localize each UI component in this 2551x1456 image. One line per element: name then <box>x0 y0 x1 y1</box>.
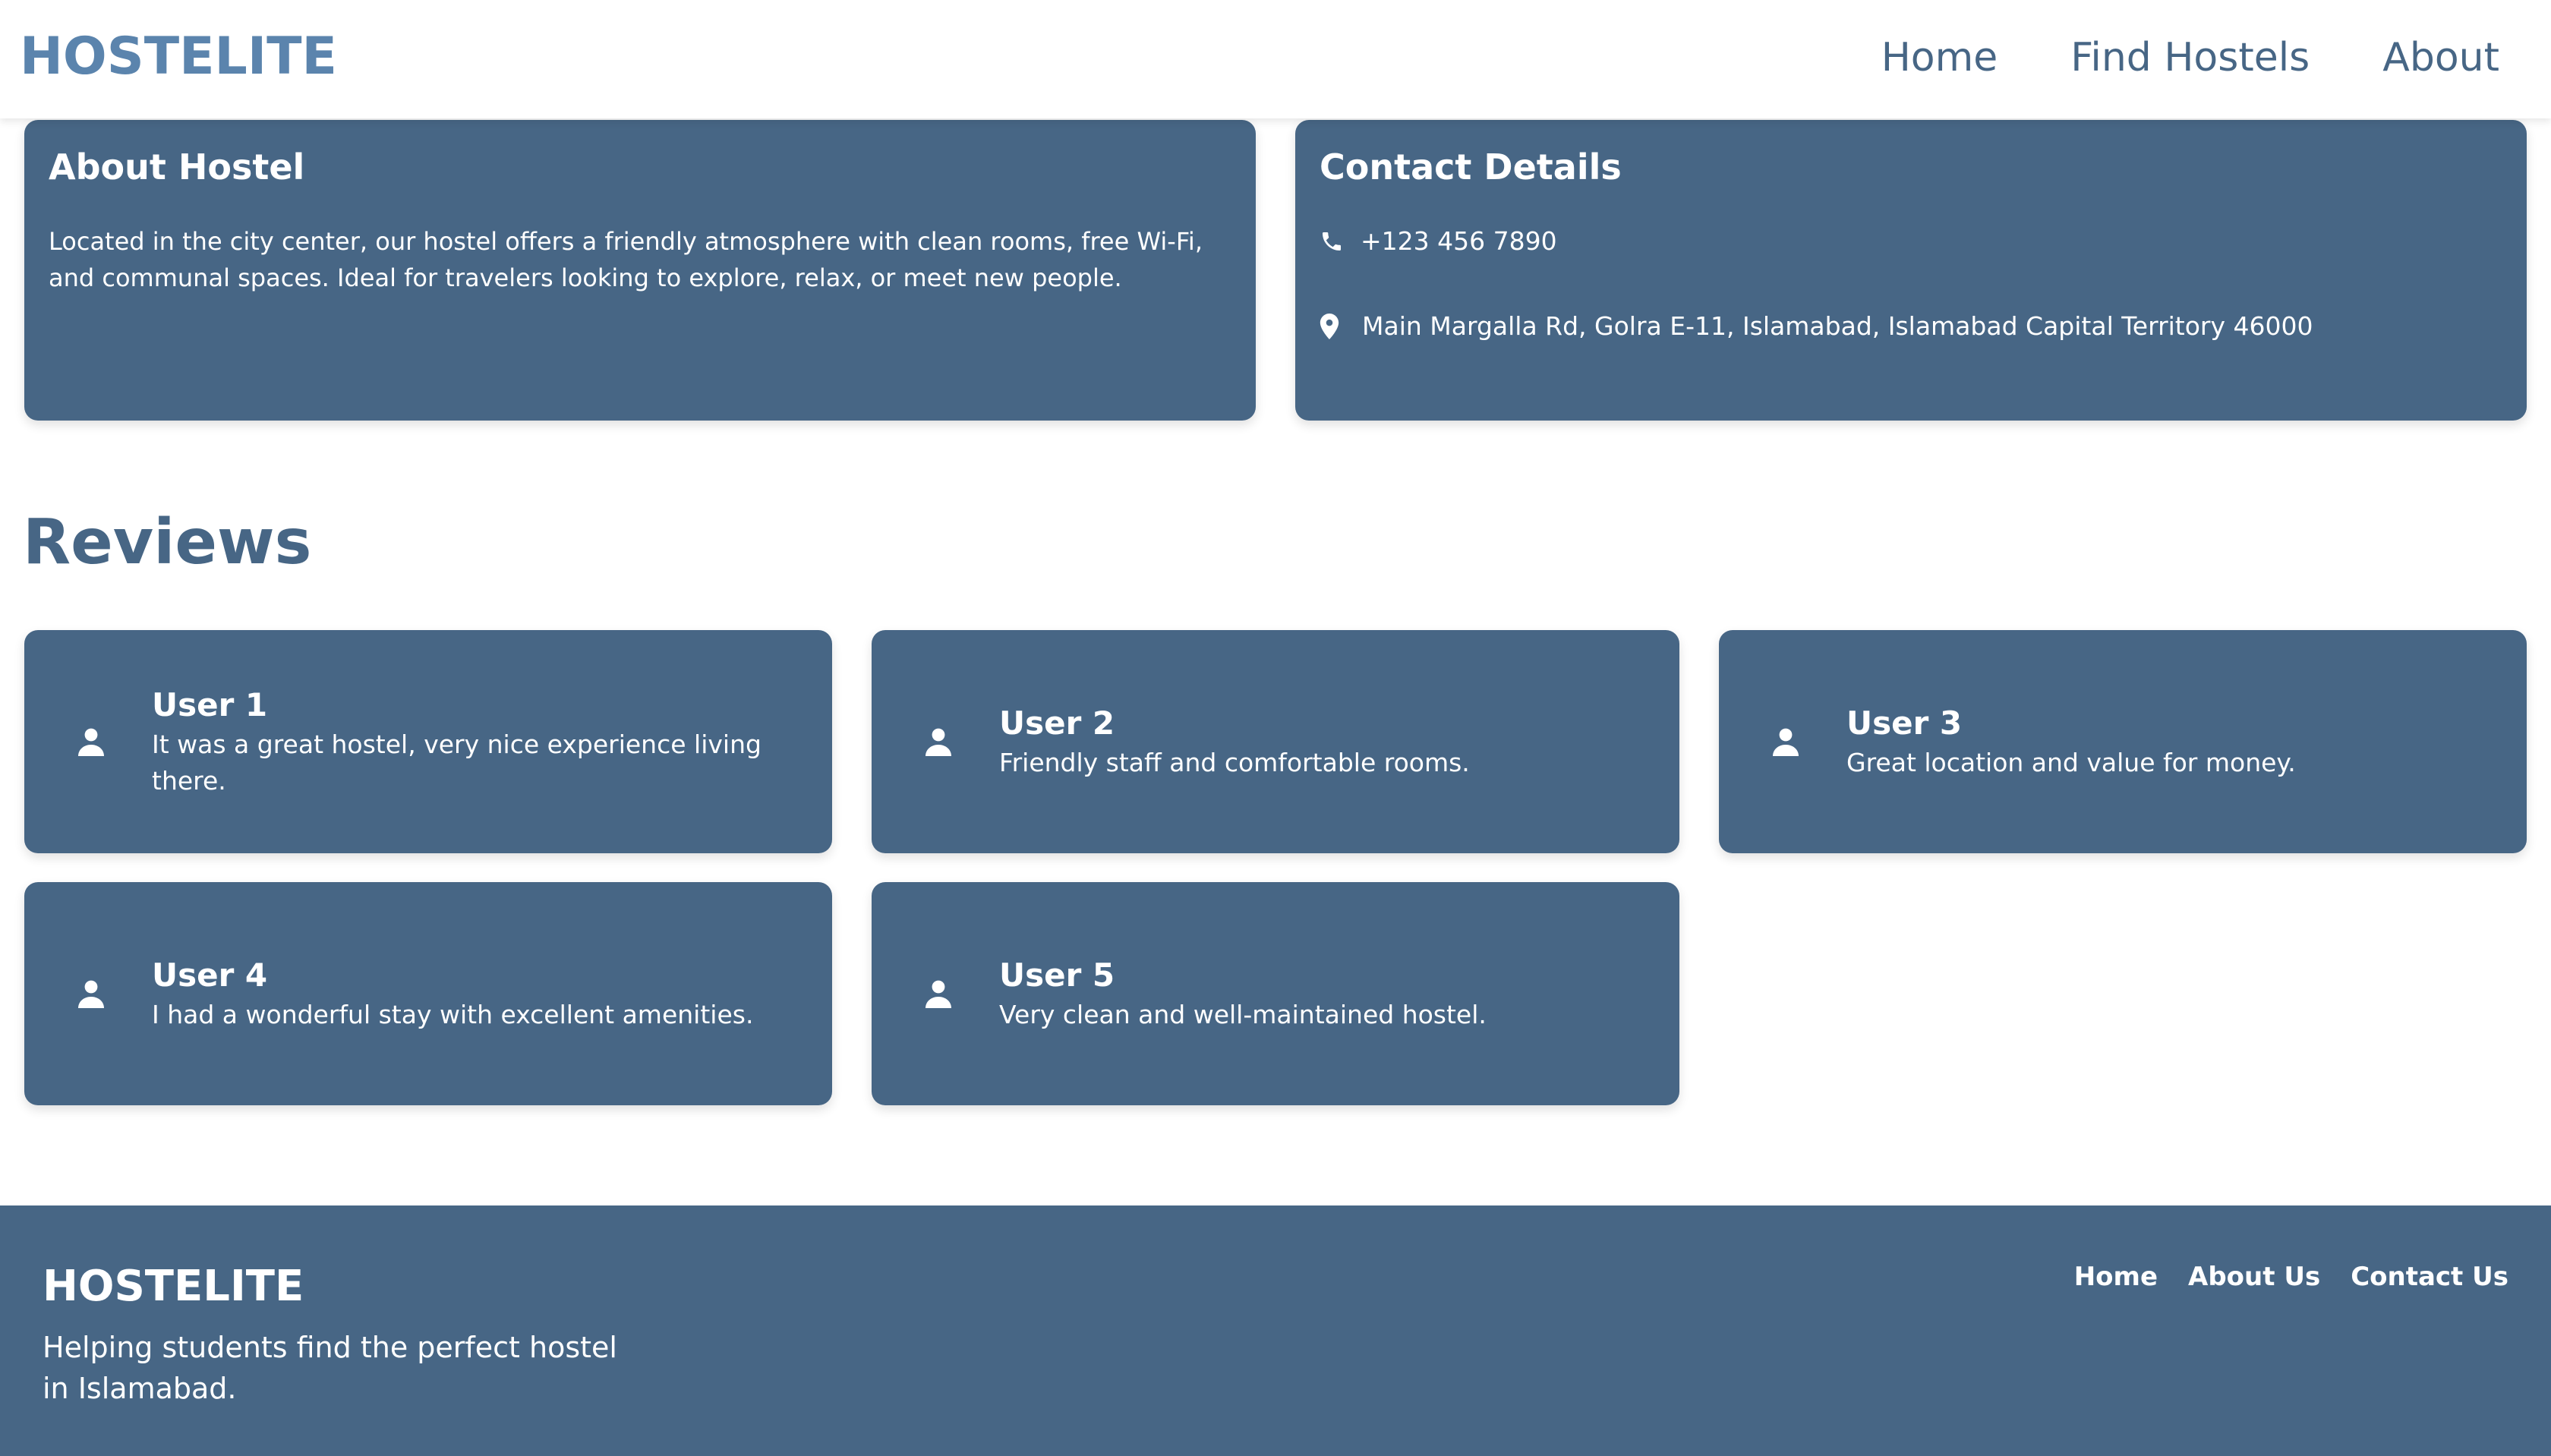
footer-about-us-link[interactable]: About Us <box>2188 1262 2321 1292</box>
nav-home-link[interactable]: Home <box>1881 35 1998 80</box>
contact-phone-row <box>1320 223 1557 260</box>
contact-details-card <box>1295 120 2527 421</box>
user-icon <box>76 979 106 1009</box>
review-card <box>24 882 832 1105</box>
footer-contact-us-link[interactable]: Contact Us <box>2351 1262 2508 1292</box>
site-footer <box>0 1205 2551 1456</box>
review-card <box>872 882 1679 1105</box>
review-text: I had a wonderful stay with excellent amenities. <box>152 1000 754 1029</box>
about-hostel-text: Located in the city center, our hostel offers a friendly atmosphere with clean rooms, free Wi-Fi, and communal spaces. Ideal for travelers looking to explore, relax, or meet new people. <box>49 227 1203 292</box>
contact-phone-text: +123 456 7890 <box>1361 226 1557 256</box>
main-nav <box>1881 27 2499 88</box>
nav-find-hostels-link[interactable]: Find Hostels <box>2070 35 2310 80</box>
review-user-name: User 1 <box>152 686 268 723</box>
map-pin-icon <box>1320 314 1339 339</box>
about-hostel-title: About Hostel <box>49 147 305 188</box>
review-user-name: User 2 <box>999 704 1115 742</box>
review-user-name: User 4 <box>152 956 268 994</box>
about-hostel-card <box>24 120 1256 421</box>
user-icon <box>1771 726 1801 757</box>
user-icon <box>76 726 106 757</box>
reviews-heading: Reviews <box>23 506 312 578</box>
review-text: It was a great hostel, very nice experience living there. <box>152 730 762 796</box>
review-card <box>24 630 832 853</box>
footer-logo: HOSTELITE <box>43 1262 304 1311</box>
user-icon <box>923 979 954 1009</box>
review-text: Very clean and well-maintained hostel. <box>999 1000 1487 1029</box>
contact-details-title: Contact Details <box>1320 147 1622 188</box>
review-user-name: User 3 <box>1846 704 1963 742</box>
review-card <box>872 630 1679 853</box>
footer-tagline: Helping students find the perfect hostel in Islamabad. <box>43 1331 617 1405</box>
footer-home-link[interactable]: Home <box>2073 1262 2158 1292</box>
contact-address-text: Main Margalla Rd, Golra E-11, Islamabad, Islamabad Capital Territory 46000 <box>1362 311 2313 341</box>
review-text: Friendly staff and comfortable rooms. <box>999 748 1470 777</box>
review-user-name: User 5 <box>999 956 1115 994</box>
user-icon <box>923 726 954 757</box>
footer-nav <box>2074 1259 2508 1295</box>
review-card <box>1719 630 2527 853</box>
site-logo[interactable]: HOSTELITE <box>20 27 337 87</box>
nav-about-link[interactable]: About <box>2382 35 2499 80</box>
phone-icon <box>1320 229 1344 254</box>
review-text: Great location and value for money. <box>1846 748 2296 777</box>
site-header <box>0 0 2551 118</box>
contact-address-row <box>1320 308 2313 345</box>
